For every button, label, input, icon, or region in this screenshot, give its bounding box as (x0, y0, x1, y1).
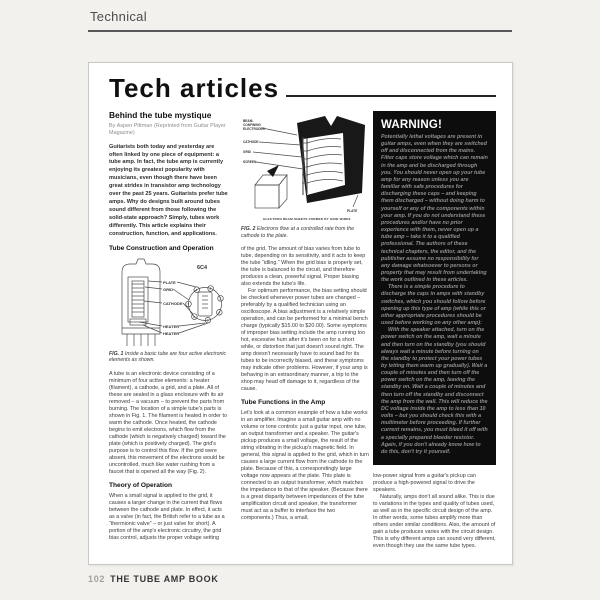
paragraph-bias-1: of the grid. The amount of bias varies from tube to tube, depending on its sensitivity, and it acts to keep the tube “idling.” When the grid bias is properly set, the tube is balanced to the circuit, and therefore produces a clean, powerful signal. Proper biasing also extends the tube's life. (241, 246, 366, 288)
section-heading-functions: Tube Functions in the Amp (241, 399, 326, 407)
beam-tetrode-illustration-icon (241, 113, 369, 223)
page-title: Tech articles (109, 73, 280, 103)
fig1-caption-text: Inside a basic tube are four active electronic elements as shown. (109, 350, 227, 364)
fig1-pin-7: 7 (187, 301, 190, 306)
fig2-sub-caption: ELECTRON BEAM SHEETS FORMED BY GRID WIRES (263, 217, 351, 221)
fig2-caption (241, 226, 369, 239)
paragraph-bias-2: For optimum performance, the bias setting should be checked whenever power tubes are changed – preferably by a qualified technician using an oscilloscope. A bias adjustment is a relatively simple operation, and can be performed for a minimal bench charge (typically $15.00 to $20.00). Some symptoms of improper bias setting include the amp running too hot, excessive hum after it's been on for a short while, or distortion that just doesn't sound right. The amp doesn't necessarily have to sound bad for its tubes to be incorrectly biased, and these symptoms may indicate other problems. However, if your amp is behaving in an extraordinary manner, a trip to the shop may head off damage to it, regardless of the cause. (241, 288, 368, 393)
article-heading: Behind the tube mystique (109, 110, 212, 120)
fig1-pin-2: 2 (209, 286, 212, 291)
fig2-label-beam3: ELECTRODES (243, 127, 265, 131)
fig2-label-beam2: CONFINING (243, 123, 261, 127)
section-heading-construction: Tube Construction and Operation (109, 244, 214, 252)
article-columns (89, 101, 512, 556)
column-left (109, 111, 229, 556)
column-right (373, 111, 496, 556)
book-title: THE TUBE AMP BOOK (110, 574, 219, 584)
column-middle (241, 111, 369, 556)
fig1-pin-3: 3 (219, 296, 222, 301)
byline: By Aspen Pittman (Reprinted from Guitar Player Magazine) (109, 122, 226, 136)
fig2-label-screen: SCREEN (243, 160, 257, 164)
fig2-label-plate: PLATE (347, 209, 358, 213)
fig1-label-heater1: HEATER (163, 323, 180, 329)
paragraph-sound-alike: Naturally, amps don't all sound alike. This is due to variations in the types and quality of tubes used, as well as in the specific circuit design of the amp. In other words, some tubes amplify more than others under similar conditions. Also, the amount of gain a tube produces varies with the circuit design. This is why different amps can sound very different, even though they use the same tube types. (373, 494, 496, 550)
title-rule (286, 95, 496, 97)
warning-paragraph-2: There is a simple procedure to discharge the caps in amps with standby switches, which you should follow before opening up this type of amp (while this or other appropriate procedures should be used before working on any other amp): (381, 284, 486, 327)
fig2-caption-tag: FIG. 2 (241, 226, 256, 232)
page-footer (88, 574, 219, 584)
fig1-caption (109, 351, 229, 364)
fig1-diagram (109, 256, 229, 348)
page-number: 102 (88, 574, 106, 584)
fig2-illustration (241, 113, 369, 223)
paragraph-functions: Let's look at a common example of how a tube works in an amplifier. Imagine a small guitar amp with no volume or tone controls: just a guitar input, one tube, an output transformer and a speaker. The guitar's pickup produces a small voltage, the result of the string vibrating in the pickup's magnetic field. In general, this signal is applied to the grid, which in turn causes a large current flow from the cathode to the plate. Because of this, a correspondingly large voltage now appears at the plate. This plate is connected to an output transformer, which matches the impedance to that of the speaker. (Because there is a great disparity between impedances of the tube amplification circuit and speaker, the transformer must act as a buffer to interface the two components.) Thus, a small, (241, 410, 369, 522)
fig1-label-cathode: CATHODE (163, 300, 183, 306)
warning-box (373, 111, 496, 465)
warning-paragraph-3: With the speaker attached, turn on the power switch on the amp, wait a minute and then turn on the standby (you should always wait a minute before turning on the standby to protect your power tubes by letting them warm up gradually). Wait a couple of minutes and then turn off the power switch on the amp, leaving the standby on. Wait a couple of minutes and then turn off the standby and disconnect the amp from the wall. This will reduce the DC voltage inside the amp to less than 10 volts – but you should check this with a multimeter before proceeding. If further current remains, you must bleed it off with a specially prepared bleeder resistor. Again, if you don't already know how to do this, don't try it yourself. (381, 327, 488, 455)
title-row (89, 63, 512, 101)
paper-page (88, 62, 513, 565)
section-rule (88, 30, 512, 32)
paragraph-theory: When a small signal is applied to the grid, it causes a larger change in the current that flows between the cathode and plate. In effect, it acts as a valve (in fact, the British refer to a tube as a “thermionic valve” – or just valve for short). A portion of the amp's electronic circuitry, the grid bias control, adjusts the proper voltage setting (109, 492, 225, 541)
fig1-label-plate: PLATE (163, 279, 176, 285)
tube-cutaway-diagram-icon (109, 256, 229, 348)
fig1-pin-4: 4 (218, 310, 220, 315)
fig1-pin-1: 1 (195, 287, 198, 292)
fig1-label-grid: GRID (163, 286, 173, 292)
section-heading-theory: Theory of Operation (109, 481, 173, 489)
fig2-label-grid: GRID (243, 150, 251, 154)
section-label: Technical (90, 9, 147, 24)
paragraph-tube-elements: A tube is an electronic device consisting of a minimum of four active elements: a heater (filament), a cathode, a grid, and a plate. All of these are sealed in a glass enclosure with its air removed – a vacuum – to prevent the parts from burning. The location of a simple tube's parts is shown in Fig. 1. The filament is heated in order to warm the cathode. Once heated, the cathode begins to emit electrons, which flow from the cathode (which is negatively charged) toward the plate (which is positively charged). The grid's purpose is to control this flow. If the grid were absent, this movement of the electrons would be uncontrolled, much like water rushing from a faucet that is opened all the way (Fig. 2). (109, 370, 227, 475)
intro-paragraph: Guitarists both today and yesterday are often linked by one piece of equipment: a tube amp. In fact, the tube amp is currently enjoying its greatest popularity with musicians, even though there have been great strides in transistor amp technology over the past 25 years. Guitarists prefer tube amps. Why do designs built around tubes sound different from those following the solid-state approach? Simply, tubes work differently. This article explains their construction, function, and applications. (109, 143, 228, 237)
warning-paragraph-1: Potentially lethal voltages are present in guitar amps, even when they are switched off and disconnected from the mains. Filter caps store voltage which can remain in the amp and be discharged through you. You should never open up your tube amp for any reason unless you are familiar with safe procedures for discharging these caps – and keeping them discharged – without doing harm to yourself or any of the components within your amp. If you do not understand these procedures and/or have no prior experience with them, never open up a tube amp – take it to a qualified professional. The authors of these technical chapters, the editor, and the publisher assume no responsibility for any damage whatsoever to persons or property that may result from undertaking the work outlined in these articles. (381, 134, 488, 284)
fig2-label-beam1: BEAM- (243, 119, 254, 123)
fig2-label-cathode: CATHODE (243, 140, 259, 144)
fig1-tube-type: 6C4 (197, 264, 208, 271)
warning-title: WARNING! (381, 119, 443, 131)
fig1-label-heater2: HEATER (163, 330, 180, 336)
fig1-caption-tag: FIG. 1 (109, 350, 124, 357)
paragraph-low-power: low-power signal from a guitar's pickup can produce a high-powered signal to drive the speakers. (373, 473, 476, 494)
fig1-pin-6: 6 (193, 314, 196, 319)
fig1-pin-5: 5 (206, 317, 209, 322)
fig2-caption-text: Electrons flow at a controlled rate from the cathode to the plate. (241, 226, 355, 239)
